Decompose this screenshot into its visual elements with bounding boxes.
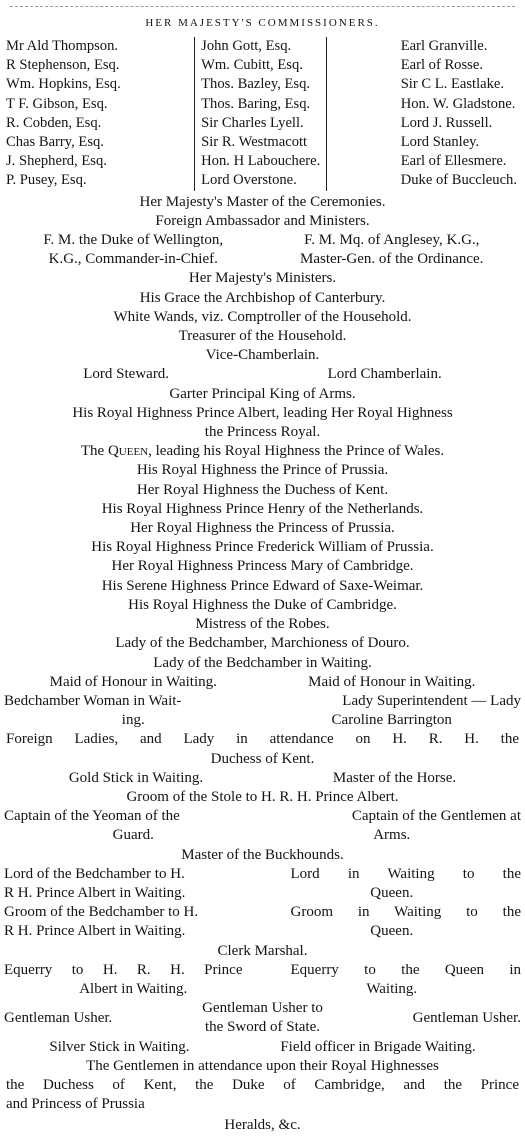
foreign-ambassador: Foreign Ambassador and Ministers. [155, 212, 370, 229]
prince-henry: His Royal Highness Prince Henry of the Netherlands. [101, 500, 424, 517]
bedchamber-woman-line-1: Bedchamber Woman in Wait- [4, 692, 182, 709]
princess-prussia: Her Royal Highness the Princess of Prussia. [130, 520, 395, 537]
master-buckhounds: Master of the Buckhounds. [181, 846, 344, 863]
equerry-albert-line-1: Equerry to H. R. H. Prince [4, 961, 243, 978]
lord-waiting-line-2: Queen. [370, 884, 414, 901]
commissioner-name: Earl Granville. [400, 38, 488, 54]
silver-stick-field-officer [4, 1038, 521, 1057]
section-heading: HER MAJESTY'S COMMISSIONERS. [145, 17, 380, 29]
captain-yeoman-line-1: Captain of the Yeoman of the [4, 808, 180, 825]
groom-bedchamber-line-2: R H. Prince Albert in Waiting. [4, 923, 186, 940]
duchess-kent: Her Royal Highness the Duchess of Kent. [136, 481, 389, 498]
commissioner-name: Lord Overstone. [201, 172, 297, 189]
groom-waiting-line-2: Queen. [370, 923, 414, 940]
commissioner-name: R Stephenson, Esq. [6, 57, 120, 74]
commissioner-name: Earl of Rosse. [400, 57, 483, 74]
commissioner-name: Hon. H Labouchere. [201, 153, 321, 170]
maid-honour-right: Maid of Honour in Waiting. [308, 673, 476, 690]
duke-cambridge: His Royal Highness the Duke of Cambridge. [128, 596, 397, 613]
commissioner-name: Chas Barry, Esq. [6, 134, 104, 151]
gentleman-usher-sword-line-1: Gentleman Usher to [202, 1000, 323, 1017]
prince-albert-line-1: His Royal Highness Prince Albert, leading Her Royal Highness [72, 404, 453, 421]
lord-bedchamber-line-1: Lord of the Bedchamber to H. [4, 865, 185, 882]
lords-bedchamber-waiting [4, 865, 521, 903]
lady-superintendent-line-1: Lady Superintendent — Lady [342, 692, 521, 709]
equerry-queen-line-2: Waiting. [366, 980, 418, 997]
groom-waiting-line-1: Groom in Waiting to the [290, 904, 521, 921]
top-rule [10, 0, 515, 7]
mistress-robes: Mistress of the Robes. [195, 616, 330, 633]
treasurer: Treasurer of the Household. [178, 328, 347, 345]
clerk-marshal: Clerk Marshal. [217, 942, 308, 959]
gentleman-usher-left: Gentleman Usher. [4, 1009, 113, 1026]
bedchamber-woman-superintendent [4, 692, 521, 730]
maid-honour-left: Maid of Honour in Waiting. [49, 673, 217, 690]
commissioner-name: J. Shepherd, Esq. [6, 153, 107, 170]
master-of-ceremonies: Her Majesty's Master of the Ceremonies. [139, 193, 386, 210]
wellington-line-2: K.G., Commander-in-Chief. [48, 251, 218, 268]
gentleman-usher-sword-line-2: the Sword of State. [205, 1019, 320, 1036]
vice-chamberlain: Vice-Chamberlain. [205, 347, 320, 364]
silver-stick: Silver Stick in Waiting. [49, 1038, 190, 1055]
foreign-ladies-line-1: Foreign Ladies, and Lady in attendance on H. R. H. the [6, 731, 519, 748]
white-wands: White Wands, viz. Comptroller of the Household. [113, 308, 412, 325]
prince-frederick: His Royal Highness Prince Frederick William of Prussia. [91, 539, 434, 556]
garter: Garter Principal King of Arms. [169, 385, 356, 402]
commissioner-name: Wm. Cubitt, Esq. [201, 57, 303, 74]
groom-bedchamber-line-1: Groom of the Bedchamber to H. [4, 904, 199, 921]
gentlemen-attendance-line-1: The Gentlemen in attendance upon their Royal Highnesses [86, 1057, 439, 1074]
captains [4, 807, 521, 845]
lord-bedchamber-line-2: R H. Prince Albert in Waiting. [4, 884, 186, 901]
bedchamber-woman-line-2: ing. [121, 712, 145, 729]
equerry-queen-line-1: Equerry to the Queen in [290, 961, 521, 978]
grooms-bedchamber-waiting [4, 903, 521, 941]
commissioners-table [4, 37, 521, 191]
foreign-ladies [4, 730, 521, 768]
commissioner-name: Lord Stanley. [400, 134, 480, 151]
prince-albert-line-2: the Princess Royal. [204, 424, 321, 441]
foreign-ladies-line-2: Duchess of Kent. [210, 750, 315, 767]
captain-yeoman-line-2: Guard. [112, 827, 154, 844]
master-horse: Master of the Horse. [332, 769, 457, 786]
commissioner-name: John Gott, Esq. [201, 38, 292, 54]
commissioner-name: Hon. W. Gladstone. [400, 95, 516, 112]
queen-line: The Queen, leading his Royal Highness the Prince of Wales. [80, 443, 445, 460]
lord-waiting-line-1: Lord in Waiting to the [290, 865, 521, 882]
anglesey-line-2: Master-Gen. of the Ordinance. [300, 251, 484, 268]
maids-of-honour [4, 673, 521, 692]
commissioner-name: P. Pusey, Esq. [6, 172, 87, 189]
groom-stole: Groom of the Stole to H. R. H. Prince Albert. [126, 788, 399, 805]
captain-gentlemen-line-2: Arms. [373, 827, 411, 844]
commissioner-name: R. Cobden, Esq. [6, 114, 102, 131]
heralds: Heralds, &c. [224, 1117, 301, 1134]
lady-bedchamber-waiting: Lady of the Bedchamber in Waiting. [153, 654, 372, 671]
anglesey-line-1: F. M. Mq. of Anglesey, K.G., [304, 232, 480, 249]
commissioners-column-1 [4, 37, 121, 191]
archbishop: His Grace the Archbishop of Canterbury. [139, 289, 386, 306]
ministers: Her Majesty's Ministers. [188, 270, 337, 287]
commissioners-column-2 [194, 37, 327, 191]
wellington-line-1: F. M. the Duke of Wellington, [43, 232, 224, 249]
prince-prussia: His Royal Highness the Prince of Prussia. [136, 462, 389, 479]
commissioner-name: Wm. Hopkins, Esq. [6, 76, 121, 93]
gentlemen-attendance [4, 1057, 521, 1115]
commissioner-name: Duke of Buccleuch. [400, 172, 517, 189]
field-officer: Field officer in Brigade Waiting. [280, 1038, 476, 1055]
commissioner-name: Mr Ald Thompson. [6, 38, 119, 54]
gentlemen-attendance-line-3: and Princess of Prussia [6, 1096, 145, 1113]
gold-stick: Gold Stick in Waiting. [68, 769, 204, 786]
gold-stick-master-horse [4, 769, 521, 788]
gentlemen-ushers [4, 999, 521, 1037]
commissioner-name: Thos. Bazley, Esq. [201, 76, 311, 93]
lord-steward: Lord Steward. [83, 366, 170, 383]
commissioner-name: Lord J. Russell. [400, 114, 493, 131]
commissioner-name: Sir R. Westmacott [201, 134, 308, 151]
commissioner-name: T F. Gibson, Esq. [6, 95, 108, 112]
queen-word: Queen [107, 443, 149, 460]
princess-mary: Her Royal Highness Princess Mary of Cambridge. [111, 558, 414, 575]
equerry-albert-line-2: Albert in Waiting. [79, 980, 188, 997]
gentleman-usher-right: Gentleman Usher. [412, 1009, 521, 1026]
captain-gentlemen-line-1: Captain of the Gentlemen at [351, 808, 521, 825]
equerries [4, 961, 521, 999]
commissioners-column-3 [401, 37, 521, 191]
commissioner-name: Sir C L. Eastlake. [400, 76, 505, 93]
commissioner-name: Sir Charles Lyell. [201, 114, 304, 131]
steward-chamberlain [4, 365, 521, 384]
lady-superintendent-line-2: Caroline Barrington [331, 712, 452, 729]
gentlemen-attendance-line-2: the Duchess of Kent, the Duke of Cambridge, and the Prince [6, 1076, 519, 1093]
commissioner-name: Earl of Ellesmere. [400, 153, 507, 170]
lord-chamberlain: Lord Chamberlain. [327, 366, 442, 383]
wellington-anglesey [4, 231, 521, 269]
lady-bedchamber-douro: Lady of the Bedchamber, Marchioness of Douro. [115, 635, 410, 652]
prince-edward: His Serene Highness Prince Edward of Saxe-Weimar. [101, 577, 424, 594]
commissioner-name: Thos. Baring, Esq. [201, 95, 311, 112]
